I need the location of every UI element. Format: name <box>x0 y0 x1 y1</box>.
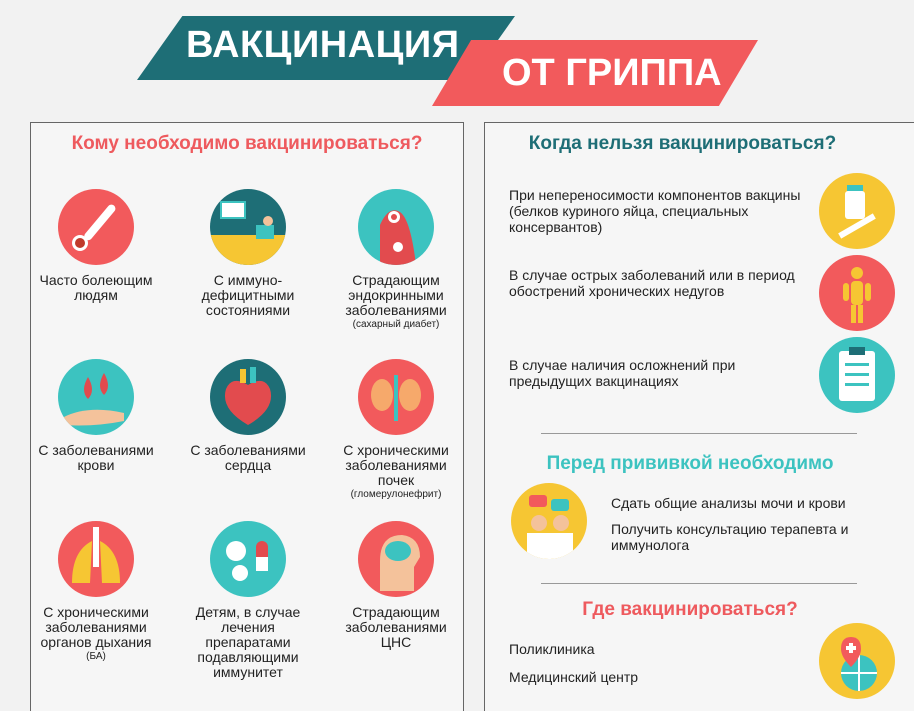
divider <box>541 583 857 584</box>
vaccine-syringe-icon <box>819 173 895 249</box>
list-item <box>331 359 461 501</box>
before-item: Получить консультацию терапевта и иммунолога <box>611 521 849 553</box>
clipboard-icon <box>819 337 895 413</box>
item-note: (гломерулонефрит) <box>350 489 442 500</box>
blood-drop-hand-icon <box>58 359 134 435</box>
who-panel <box>30 122 464 711</box>
item-label: С хроническими заболеваниями почек <box>343 442 449 488</box>
contra-heading: Когда нельзя вакцинироваться? <box>528 133 837 154</box>
thermometer-icon <box>58 189 134 265</box>
body-pain-icon <box>819 255 895 331</box>
item-label: С хроническими заболеваниями органов дыхания <box>40 604 152 650</box>
pills-icon <box>210 521 286 597</box>
who-heading: Кому необходимо вакцинироваться? <box>71 133 423 154</box>
item-label: Часто болеющим людям <box>39 272 153 303</box>
item-label: С заболеваниями крови <box>38 442 154 473</box>
when-panel <box>484 122 914 711</box>
list-item <box>31 359 161 473</box>
list-item <box>331 189 461 331</box>
item-note: (БА) <box>86 651 106 662</box>
before-item: Сдать общие анализы мочи и крови <box>611 495 846 511</box>
item-label: Страдающим заболеваниями ЦНС <box>345 604 447 650</box>
list-item <box>183 521 313 680</box>
contra-item: При непереносимости компонентов вакцины (белков куриного яйца, специальных консервантов) <box>509 187 801 235</box>
contra-item: В случае острых заболеваний или в период обострений хронических недугов <box>509 267 795 299</box>
page-title: ВАКЦИНАЦИЯ <box>186 24 460 66</box>
item-label: Страдающим эндокринными заболеваниями <box>345 272 447 318</box>
doctors-icon <box>511 483 587 559</box>
heart-icon <box>210 359 286 435</box>
contra-item: В случае наличия осложнений при предыдущих вакцинациях <box>509 357 736 389</box>
before-heading: Перед прививкой необходимо <box>546 453 834 474</box>
list-item <box>183 359 313 473</box>
where-heading: Где вакцинироваться? <box>582 599 798 620</box>
list-item <box>183 189 313 318</box>
item-label: С заболеваниями сердца <box>190 442 306 473</box>
list-item <box>331 521 461 650</box>
where-item: Медицинский центр <box>509 669 639 685</box>
where-item: Поликлиника <box>509 641 595 657</box>
hospital-bed-icon <box>210 189 286 265</box>
item-label: Детям, в случае лечения препаратами подавляющими иммунитет <box>195 604 301 680</box>
list-item <box>31 189 161 303</box>
item-label: С иммуно-дефицитными состояниями <box>201 272 295 318</box>
list-item <box>31 521 161 663</box>
lungs-icon <box>58 521 134 597</box>
body-thyroid-icon <box>358 189 434 265</box>
page-subtitle: ОТ ГРИППА <box>502 52 722 94</box>
brain-head-icon <box>358 521 434 597</box>
location-globe-icon <box>819 623 895 699</box>
item-note: (сахарный диабет) <box>352 319 440 330</box>
divider <box>541 433 857 434</box>
kidneys-icon <box>358 359 434 435</box>
